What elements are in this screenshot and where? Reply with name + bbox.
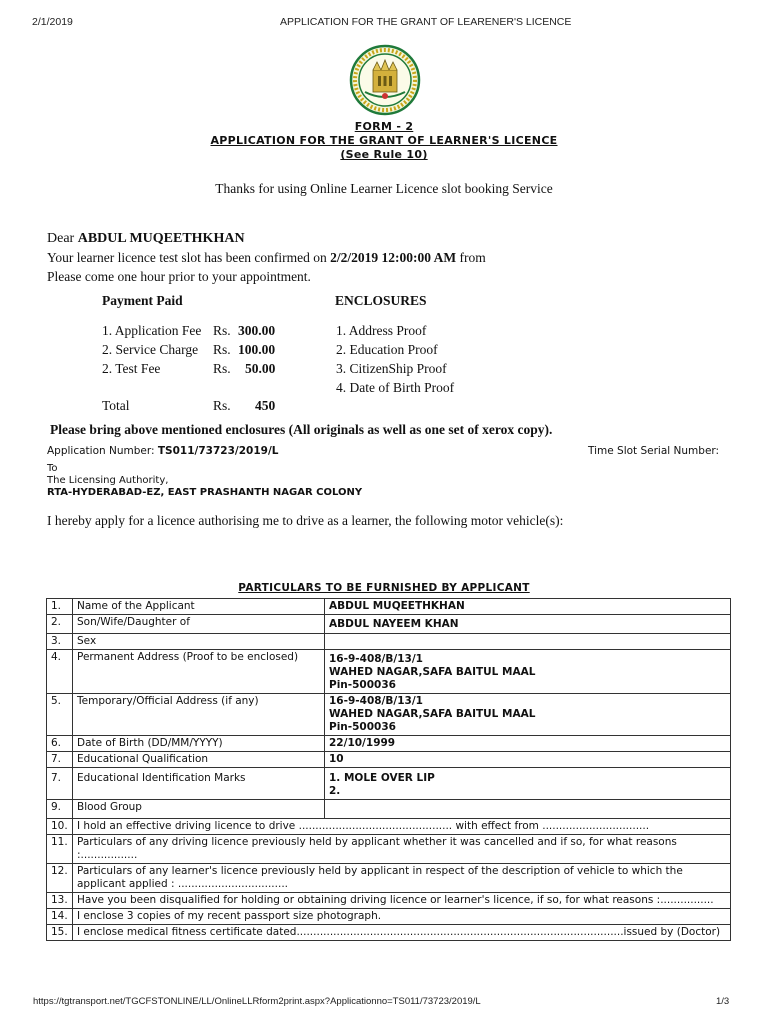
table-row (47, 800, 731, 819)
enclosure-item: 1. Address Proof (336, 323, 427, 338)
row-number: 1. (47, 599, 73, 615)
payment-item-label: 2. Service Charge (102, 342, 199, 357)
row-value: 1. MOLE OVER LIP 2. (325, 768, 731, 800)
table-row (47, 925, 731, 941)
application-number-label: Application Number: (47, 445, 155, 457)
telangana-state-emblem-icon (349, 44, 421, 116)
form-number: FORM - 2 (354, 120, 414, 133)
row-number: 7. (47, 752, 73, 768)
print-date: 2/1/2019 (32, 16, 73, 28)
slot-confirmation (47, 250, 486, 266)
enclosures-heading: ENCLOSURES (335, 293, 427, 308)
applicant-name: ABDUL MUQEETHKHAN (77, 231, 245, 246)
authority-office: RTA-HYDERABAD-EZ, EAST PRASHANTH NAGAR COLONY (47, 487, 363, 498)
confirm-prefix: Your learner licence test slot has been confirmed on (47, 250, 327, 265)
payment-total-amount: 450 (255, 398, 276, 413)
table-row (47, 599, 731, 615)
table-row (47, 864, 731, 893)
row-number: 14. (47, 909, 73, 925)
payment-total-rs: Rs. (213, 398, 231, 413)
apply-statement: I hereby apply for a licence authorising me to drive as a learner, the following motor vehicle(s): (47, 513, 564, 528)
particulars-table (46, 598, 731, 941)
payment-total-label: Total (102, 398, 130, 413)
row-number: 2. (47, 615, 73, 634)
row-label: Permanent Address (Proof to be enclosed) (73, 650, 325, 694)
confirm-suffix: from (459, 250, 486, 265)
payment-item-label: 1. Application Fee (102, 323, 202, 338)
payment-item-rs: Rs. (213, 361, 231, 376)
payment-item-rs: Rs. (213, 342, 231, 357)
to-label: To (47, 463, 58, 474)
row-value: 16-9-408/B/13/1 WAHED NAGAR,SAFA BAITUL MAAL Pin-500036 (325, 694, 731, 736)
form-rule: (See Rule 10) (340, 148, 428, 161)
print-url: https://tgtransport.net/TGCFSTONLINE/LL/OnlineLLRform2print.aspx?Applicationno=TS011/73723/2019/L (33, 996, 481, 1007)
print-title: APPLICATION FOR THE GRANT OF LEARENER'S LICENCE (280, 16, 572, 28)
row-number: 10. (47, 819, 73, 835)
row-value (325, 800, 731, 819)
payment-item-amount: 300.00 (238, 323, 276, 338)
table-row (47, 835, 731, 864)
prior-note: Please come one hour prior to your appointment. (47, 269, 311, 284)
time-slot-serial-label: Time Slot Serial Number: (588, 445, 720, 457)
row-number: 5. (47, 694, 73, 736)
enclosure-item: 3. CitizenShip Proof (336, 361, 447, 376)
row-number: 4. (47, 650, 73, 694)
application-number: TS011/73723/2019/L (157, 445, 279, 457)
application-number-row (47, 445, 278, 457)
table-row (47, 694, 731, 736)
payment-heading: Payment Paid (102, 293, 183, 308)
row-label: Sex (73, 634, 325, 650)
row-label: Blood Group (73, 800, 325, 819)
table-row (47, 768, 731, 800)
greeting (47, 231, 245, 247)
table-row (47, 893, 731, 909)
bring-enclosures-note: Please bring above mentioned enclosures (All originals as well as one set of xerox copy). (50, 422, 553, 437)
payment-item-rs: Rs. (213, 323, 231, 338)
payment-item-amount: 50.00 (245, 361, 276, 376)
row-number: 15. (47, 925, 73, 941)
row-label: Educational Qualification (73, 752, 325, 768)
row-value: 10 (325, 752, 731, 768)
table-row (47, 736, 731, 752)
particulars-heading: PARTICULARS TO BE FURNISHED BY APPLICANT (238, 582, 530, 594)
row-text: I enclose medical fitness certificate dated..................................................................................................issued by (Doctor) (73, 925, 731, 941)
dear-label: Dear (47, 231, 75, 246)
thanks-message: Thanks for using Online Learner Licence slot booking Service (215, 181, 553, 196)
row-number: 12. (47, 864, 73, 893)
row-number: 13. (47, 893, 73, 909)
row-label: Date of Birth (DD/MM/YYYY) (73, 736, 325, 752)
row-number: 7. (47, 768, 73, 800)
row-number: 9. (47, 800, 73, 819)
row-value (325, 634, 731, 650)
row-text: Have you been disqualified for holding or obtaining driving licence or learner's licence, if so, for what reasons :................ (73, 893, 731, 909)
row-value: ABDUL NAYEEM KHAN (325, 615, 731, 634)
table-row (47, 819, 731, 835)
payment-item-label: 2. Test Fee (102, 361, 161, 376)
page-number: 1/3 (716, 996, 730, 1007)
slot-datetime: 2/2/2019 12:00:00 AM (330, 250, 457, 265)
row-number: 11. (47, 835, 73, 864)
row-value: ABDUL MUQEETHKHAN (325, 599, 731, 615)
table-row (47, 615, 731, 634)
payment-item-amount: 100.00 (238, 342, 276, 357)
table-row (47, 650, 731, 694)
table-row (47, 752, 731, 768)
row-text: Particulars of any learner's licence previously held by applicant in respect of the description of vehicle to which the applicant applied : ................................. (73, 864, 731, 893)
row-value: 16-9-408/B/13/1 WAHED NAGAR,SAFA BAITUL MAAL Pin-500036 (325, 650, 731, 694)
row-text: I enclose 3 copies of my recent passport size photograph. (73, 909, 731, 925)
row-text: I hold an effective driving licence to drive .............................................. with effect from ................................ (73, 819, 731, 835)
row-number: 6. (47, 736, 73, 752)
row-label: Educational Identification Marks (73, 768, 325, 800)
row-value: 22/10/1999 (325, 736, 731, 752)
authority-label: The Licensing Authority, (47, 475, 169, 486)
enclosure-item: 4. Date of Birth Proof (336, 380, 455, 395)
table-row (47, 909, 731, 925)
row-label: Name of the Applicant (73, 599, 325, 615)
table-row (47, 634, 731, 650)
form-title: APPLICATION FOR THE GRANT OF LEARNER'S LICENCE (210, 134, 558, 147)
row-text: Particulars of any driving licence previously held by applicant whether it was cancelled and if so, for what reasons :................. (73, 835, 731, 864)
row-label: Temporary/Official Address (if any) (73, 694, 325, 736)
row-number: 3. (47, 634, 73, 650)
enclosure-item: 2. Education Proof (336, 342, 438, 357)
row-label: Son/Wife/Daughter of (73, 615, 325, 634)
